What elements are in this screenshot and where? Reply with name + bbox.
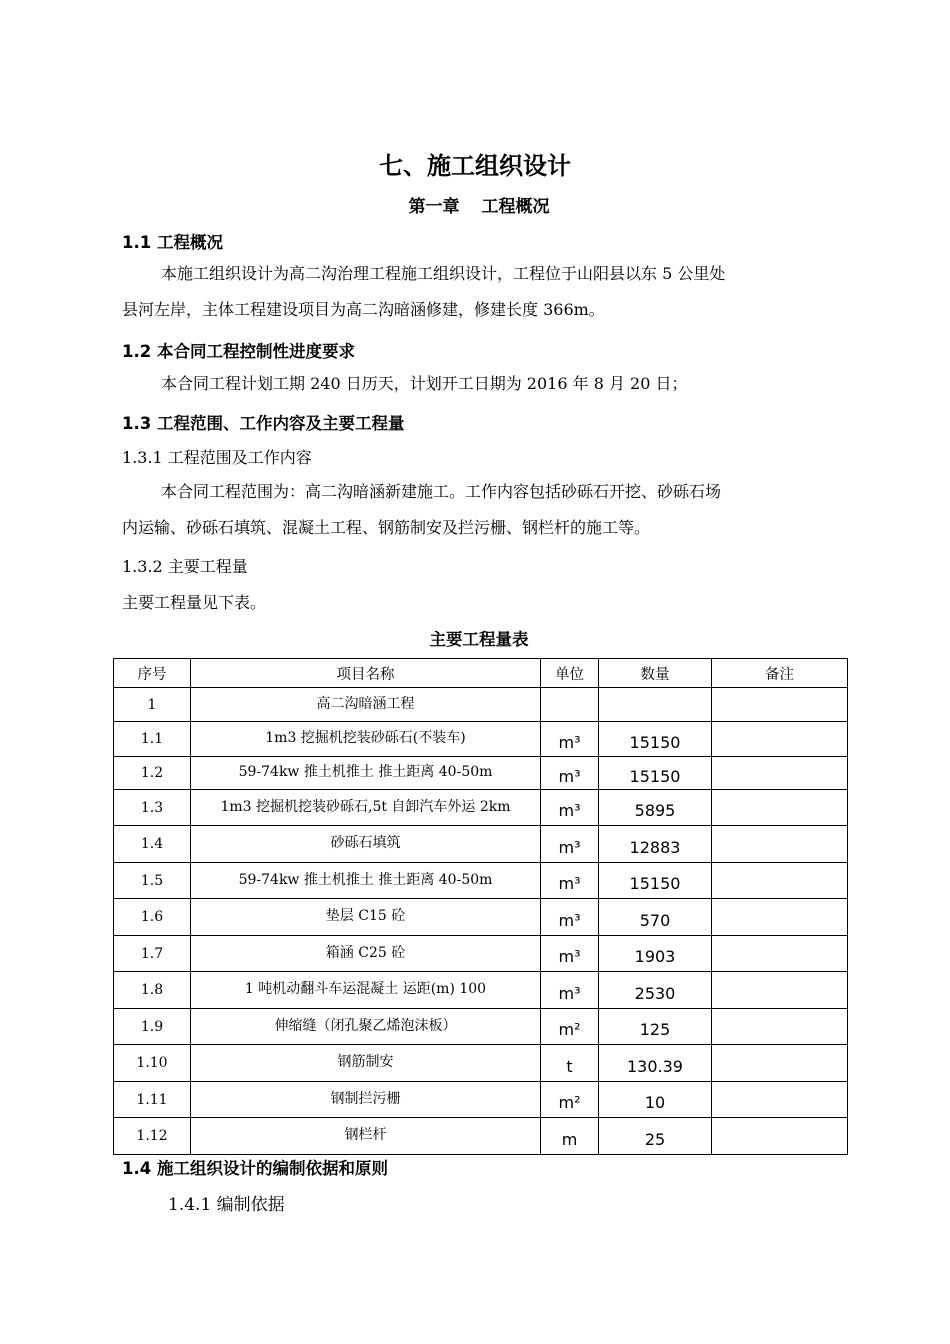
row-unit: m³ (541, 757, 599, 790)
row-qty: 15150 (599, 722, 712, 757)
table-row (114, 757, 848, 790)
row-qty: 10 (599, 1082, 712, 1118)
section-1-4-heading: 1.4 施工组织设计的编制依据和原则 (122, 1159, 388, 1178)
row-note (712, 899, 848, 936)
section-1-2-heading: 1.2 本合同工程控制性进度要求 (122, 342, 355, 361)
section-1-1-line-1: 本施工组织设计为高二沟治理工程施工组织设计，工程位于山阳县以东 5 公里处 (161, 264, 726, 283)
row-name: 高二沟暗涵工程 (191, 688, 541, 722)
row-no: 1.7 (114, 936, 191, 972)
table-row (114, 899, 848, 936)
section-1-3-2-heading: 1.3.2 主要工程量 (122, 557, 248, 576)
header-no: 序号 (114, 659, 191, 688)
row-no: 1.5 (114, 863, 191, 899)
table-row (114, 972, 848, 1009)
row-note (712, 972, 848, 1009)
table-row (114, 790, 848, 826)
section-1-3-1-heading: 1.3.1 工程范围及工作内容 (122, 448, 312, 467)
table-row (114, 936, 848, 972)
header-note: 备注 (712, 659, 848, 688)
row-note (712, 722, 848, 757)
section-1-3-heading: 1.3 工程范围、工作内容及主要工程量 (122, 414, 405, 433)
table-row (114, 1009, 848, 1045)
row-qty: 125 (599, 1009, 712, 1045)
section-1-1-heading: 1.1 工程概况 (122, 233, 223, 252)
row-qty: 130.39 (599, 1045, 712, 1082)
header-name: 项目名称 (191, 659, 541, 688)
row-note (712, 757, 848, 790)
row-name: 钢筋制安 (191, 1045, 541, 1082)
row-qty: 25 (599, 1118, 712, 1155)
row-unit: m³ (541, 899, 599, 936)
row-qty: 15150 (599, 757, 712, 790)
row-no: 1.3 (114, 790, 191, 826)
row-no: 1.6 (114, 899, 191, 936)
document-title: 七、施工组织设计 (379, 152, 571, 180)
row-unit: m³ (541, 972, 599, 1009)
header-qty: 数量 (599, 659, 712, 688)
row-note (712, 1118, 848, 1155)
row-qty: 1903 (599, 936, 712, 972)
chapter-number: 第一章 (408, 197, 460, 217)
row-name: 垫层 C15 砼 (191, 899, 541, 936)
row-name: 钢制拦污栅 (191, 1082, 541, 1118)
section-1-3-line-3: 主要工程量见下表。 (122, 593, 267, 612)
section-1-3-line-1: 本合同工程范围为：高二沟暗涵新建施工。工作内容包括砂砾石开挖、砂砾石场 (161, 482, 722, 501)
row-no: 1.8 (114, 972, 191, 1009)
row-note (712, 1009, 848, 1045)
row-name: 1m3 挖掘机挖装砂砾石(不装车) (191, 722, 541, 757)
table-row (114, 1082, 848, 1118)
table-row (114, 722, 848, 757)
table-caption: 主要工程量表 (429, 630, 529, 649)
row-no: 1.4 (114, 826, 191, 863)
row-no: 1.2 (114, 757, 191, 790)
row-no: 1.10 (114, 1045, 191, 1082)
table-row (114, 863, 848, 899)
row-no: 1 (114, 688, 191, 722)
row-no: 1.1 (114, 722, 191, 757)
row-unit: m² (541, 1082, 599, 1118)
row-unit: m³ (541, 936, 599, 972)
chapter-title: 工程概况 (481, 197, 550, 217)
row-name: 59-74kw 推土机推土 推土距离 40-50m (191, 757, 541, 790)
section-1-4-1-heading: 1.4.1 编制依据 (168, 1195, 285, 1215)
row-no: 1.12 (114, 1118, 191, 1155)
row-no: 1.11 (114, 1082, 191, 1118)
row-note (712, 1082, 848, 1118)
table-header-row (114, 659, 848, 688)
section-1-3-line-2: 内运输、砂砾石填筑、混凝土工程、钢筋制安及拦污栅、钢栏杆的施工等。 (122, 518, 651, 537)
quantity-table (113, 658, 848, 1155)
row-name: 伸缩缝（闭孔聚乙烯泡沫板） (191, 1009, 541, 1045)
table-row (114, 826, 848, 863)
row-unit: m³ (541, 790, 599, 826)
section-1-2-line-1: 本合同工程计划工期 240 日历天，计划开工日期为 2016 年 8 月 20 日； (161, 374, 688, 393)
row-qty: 12883 (599, 826, 712, 863)
table-row (114, 688, 848, 722)
row-unit: m³ (541, 826, 599, 863)
row-unit: m (541, 1118, 599, 1155)
chapter-heading (0, 192, 950, 217)
row-note (712, 688, 848, 722)
row-note (712, 863, 848, 899)
row-unit: t (541, 1045, 599, 1082)
row-unit: m³ (541, 863, 599, 899)
header-unit: 单位 (541, 659, 599, 688)
section-1-1-line-2: 县河左岸，主体工程建设项目为高二沟暗涵修建，修建长度 366m。 (122, 300, 605, 319)
row-unit: m² (541, 1009, 599, 1045)
row-no: 1.9 (114, 1009, 191, 1045)
row-qty: 5895 (599, 790, 712, 826)
row-unit (541, 688, 599, 722)
row-name: 1 吨机动翻斗车运混凝土 运距(m) 100 (191, 972, 541, 1009)
row-note (712, 936, 848, 972)
table-row (114, 1118, 848, 1155)
row-qty (599, 688, 712, 722)
row-note (712, 790, 848, 826)
row-qty: 570 (599, 899, 712, 936)
row-name: 钢栏杆 (191, 1118, 541, 1155)
table-row (114, 1045, 848, 1082)
row-name: 59-74kw 推土机推土 推土距离 40-50m (191, 863, 541, 899)
row-note (712, 1045, 848, 1082)
row-name: 砂砾石填筑 (191, 826, 541, 863)
row-qty: 2530 (599, 972, 712, 1009)
row-qty: 15150 (599, 863, 712, 899)
row-note (712, 826, 848, 863)
row-unit: m³ (541, 722, 599, 757)
row-name: 1m3 挖掘机挖装砂砾石,5t 自卸汽车外运 2km (191, 790, 541, 826)
row-name: 箱涵 C25 砼 (191, 936, 541, 972)
